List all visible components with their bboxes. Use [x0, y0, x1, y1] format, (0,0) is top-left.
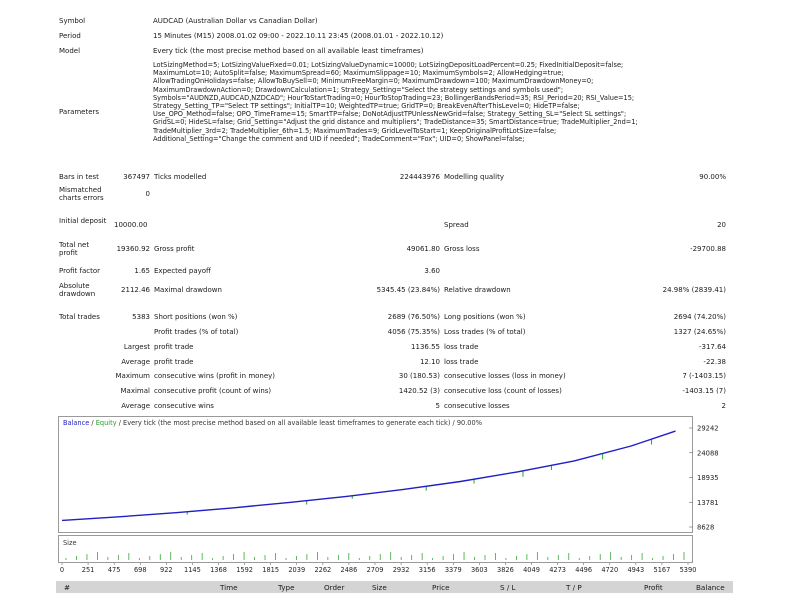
col-size[interactable]: Size [372, 583, 387, 592]
long-positions-label: Long positions (won %) [444, 313, 526, 321]
legend-balance: Balance [63, 419, 90, 427]
y-tick-label: 29242 [697, 424, 719, 433]
spread-label: Spread [444, 221, 469, 229]
bars-value: 367497 [123, 173, 150, 181]
model-value: Every tick (the most precise method based on all available least timeframes) [153, 47, 424, 55]
x-tick-label: 4273 [549, 566, 566, 574]
parameters-line: MaximumLot=10; AutoSplit=false; MaximumSpread=60; MaximumSlippage=10; MaximumSymbols=2; AllowHedging=true; [153, 69, 564, 78]
parameters-line: MaximumDrawdownAction=0; DrawdownCalculation=1; Strategy_Setting="Select the strategy settings and symbols used"; [153, 85, 564, 94]
col-price[interactable]: Price [432, 583, 450, 592]
maximum-label: Maximum [115, 372, 150, 380]
parameters-line: Strategy_Setting_TP="Select TP settings"; InitialTP=10; WeightedTP=true; GridTP=0; BreakEvenAfterThisLevel=0; HideTP=false; [153, 102, 580, 111]
col-time[interactable]: Time [220, 583, 238, 592]
maximal-consecutive-loss-value: -1403.15 (7) [682, 387, 726, 395]
initial-deposit-label: Initial deposit [59, 217, 107, 225]
x-tick-label: 1815 [262, 566, 280, 574]
x-tick-label: 2039 [288, 566, 306, 574]
x-tick-label: 5167 [653, 566, 671, 574]
symbol-label: Symbol [59, 17, 86, 25]
volume-label: Size [63, 539, 77, 547]
col-number[interactable]: # [64, 583, 71, 592]
average-profit-value: 12.10 [419, 358, 440, 366]
relative-drawdown-value: 24.98% (2839.41) [662, 286, 726, 294]
x-tick-label: 3156 [418, 566, 436, 574]
x-tick-label: 1592 [236, 566, 253, 574]
max-consecutive-wins-label: consecutive wins (profit in money) [154, 372, 276, 380]
net-profit-value: 19360.92 [116, 245, 150, 253]
largest-loss-value: -317.64 [698, 343, 726, 351]
absolute-drawdown-value: 2112.46 [121, 286, 150, 294]
max-consecutive-losses-value: 7 (-1403.15) [682, 372, 726, 380]
col-tp[interactable]: T / P [566, 583, 582, 592]
col-order[interactable]: Order [324, 583, 345, 592]
avg-consecutive-wins-label: consecutive wins [154, 402, 214, 410]
y-tick-label: 8628 [697, 523, 715, 532]
avg-consecutive-wins-value: 5 [435, 402, 440, 410]
parameters-line: TradeMultiplier_3rd=2; TradeMultiplier_6th=1.5; MaximumTrades=9; GridLevelToStart=1; KeepOriginalProfitLotSize=false; [153, 126, 557, 135]
total-trades-label: Total trades [59, 313, 100, 321]
x-tick-label: 3603 [470, 566, 488, 574]
x-tick-label: 698 [133, 566, 147, 574]
mismatch-label: Mismatched charts errors [59, 186, 104, 202]
largest-profit-label: profit trade [154, 343, 194, 351]
mismatch-value: 0 [145, 190, 150, 198]
x-tick-label: 3379 [444, 566, 462, 574]
maximal-label: Maximal [120, 387, 150, 395]
parameters-line: AllowTradingOnHolidays=false; AllowToBuySell=0; MinimumFreeMargin=0; MaximumDrawdown=100; MaximumDrawdownMoney=0; [153, 77, 594, 86]
maximal-consecutive-profit-value: 1420.52 (3) [398, 387, 440, 395]
average-label: Average [121, 358, 150, 366]
expected-payoff-label: Expected payoff [154, 267, 211, 275]
ticks-label: Ticks modelled [154, 173, 207, 181]
total-trades-value: 5383 [132, 313, 150, 321]
gross-loss-label: Gross loss [444, 245, 480, 253]
period-value: 15 Minutes (M15) 2008.01.02 09:00 - 2022.10.11 23:45 (2008.01.01 - 2022.10.12) [153, 32, 444, 40]
trades-table-header [56, 581, 733, 593]
ticks-value: 224443976 [399, 173, 440, 181]
x-tick-label: 251 [81, 566, 95, 574]
parameters-label: Parameters [59, 108, 100, 116]
max-consecutive-wins-value: 30 (180.53) [398, 372, 440, 380]
parameters-line: GridSL=0; HideSL=false; Grid_Setting="Adjust the grid distance and multipliers"; TradeDistance=35; SmartDistance=true; TradeMultiplier_2nd=1; [153, 118, 638, 127]
quality-label: Modelling quality [444, 173, 504, 181]
x-tick-label: 922 [160, 566, 173, 574]
profit-factor-value: 1.65 [134, 267, 150, 275]
y-tick-label: 24088 [697, 449, 719, 458]
parameters-line: Symbols="AUDNZD,AUDCAD,NZDCAD"; HourToStartTrading=0; HourToStopTrading=23; BollingerBandsPeriod=35; RSI_Period=20; RSI_Value=15; [153, 93, 635, 102]
x-tick-label: 2709 [366, 566, 384, 574]
profit-trades-label: Profit trades (% of total) [154, 328, 239, 336]
initial-deposit-value: 10000.00 [114, 221, 148, 229]
x-tick-label: 3826 [497, 566, 514, 574]
avg-consecutive-losses-label: consecutive losses [444, 402, 510, 410]
maximal-consecutive-loss-label: consecutive loss (count of losses) [444, 387, 562, 395]
largest-profit-value: 1136.55 [411, 343, 440, 351]
x-tick-label: 2262 [314, 566, 332, 574]
absolute-drawdown-label: Absolute drawdown [59, 282, 96, 298]
x-tick-label: 4720 [601, 566, 619, 574]
y-tick-label: 13781 [697, 498, 719, 507]
loss-trades-label: Loss trades (% of total) [444, 328, 526, 336]
loss-trades-value: 1327 (24.65%) [673, 328, 726, 336]
max-consecutive-losses-label: consecutive losses (loss in money) [444, 372, 566, 380]
parameters-line: Additional_Setting="Change the comment and UID if needed"; TradeComment="Fox"; UID=0; ShowPanel=false; [153, 134, 525, 143]
period-label: Period [59, 32, 81, 40]
y-tick-label: 18935 [697, 474, 719, 482]
x-tick-label: 2932 [392, 566, 410, 574]
col-sl[interactable]: S / L [500, 583, 516, 592]
profit-trades-value: 4056 (75.35%) [387, 328, 440, 336]
legend-equity: Equity [95, 419, 117, 427]
x-tick-label: 5390 [679, 566, 697, 574]
balance-series-line [62, 431, 676, 520]
parameters-line: Use_OPO_Method=false; OPO_TimeFrame=15; SmartTP=false; DoNotAdjustTPUnlessNewGrid=false; Strategy_Setting_SL="Select SL settings"; [153, 110, 627, 119]
symbol-value: AUDCAD (Australian Dollar vs Canadian Dollar) [153, 17, 318, 25]
average-loss-label: loss trade [444, 358, 479, 366]
net-profit-label: Total net profit [59, 241, 90, 257]
short-positions-value: 2689 (76.50%) [387, 313, 440, 321]
profit-factor-label: Profit factor [59, 267, 100, 275]
long-positions-value: 2694 (74.20%) [673, 313, 726, 321]
quality-value: 90.00% [699, 173, 726, 181]
x-tick-label: 475 [107, 566, 121, 574]
expected-payoff-value: 3.60 [424, 267, 440, 275]
x-tick-label: 1368 [210, 566, 227, 574]
x-tick-label: 0 [59, 566, 65, 574]
short-positions-label: Short positions (won %) [154, 313, 238, 321]
average-consecutive-label: Average [121, 402, 150, 410]
relative-drawdown-label: Relative drawdown [444, 286, 511, 294]
largest-loss-label: loss trade [444, 343, 479, 351]
x-tick-label: 4049 [523, 566, 540, 574]
maximal-drawdown-value: 5345.45 (23.84%) [376, 286, 440, 294]
x-tick-label: 4943 [627, 566, 645, 574]
bars-label: Bars in test [59, 173, 99, 181]
largest-label: Largest [123, 343, 150, 351]
parameters-line: LotSizingMethod=5; LotSizingValueFixed=0.01; LotSizingValueDynamic=10000; LotSizingDepositLoadPercent=0.25; FixedInitialDeposit=false; [153, 61, 624, 69]
chart-title-rest: / Every tick (the most precise method based on all available least timeframes to generate each tick) / 90.00% [118, 419, 482, 427]
model-label: Model [59, 47, 81, 55]
spread-value: 20 [717, 221, 726, 229]
average-profit-label: profit trade [154, 358, 194, 366]
maximal-drawdown-label: Maximal drawdown [154, 286, 222, 294]
x-tick-label: 2486 [340, 566, 358, 574]
gross-loss-value: -29700.88 [690, 245, 726, 253]
x-tick-label: 4496 [575, 566, 593, 574]
col-profit[interactable]: Profit [644, 583, 663, 592]
chart-title: Balance / Equity / Every tick (the most precise method based on all available least timeframes to generate each tick) / 90.00% [63, 419, 482, 427]
gross-profit-value: 49061.80 [406, 245, 440, 253]
x-tick-label: 1145 [184, 566, 201, 574]
avg-consecutive-losses-value: 2 [721, 402, 726, 410]
col-type[interactable]: Type [278, 583, 295, 592]
col-balance[interactable]: Balance [696, 583, 725, 592]
gross-profit-label: Gross profit [154, 245, 195, 253]
maximal-consecutive-profit-label: consecutive profit (count of wins) [154, 387, 272, 395]
average-loss-value: -22.38 [703, 358, 726, 366]
